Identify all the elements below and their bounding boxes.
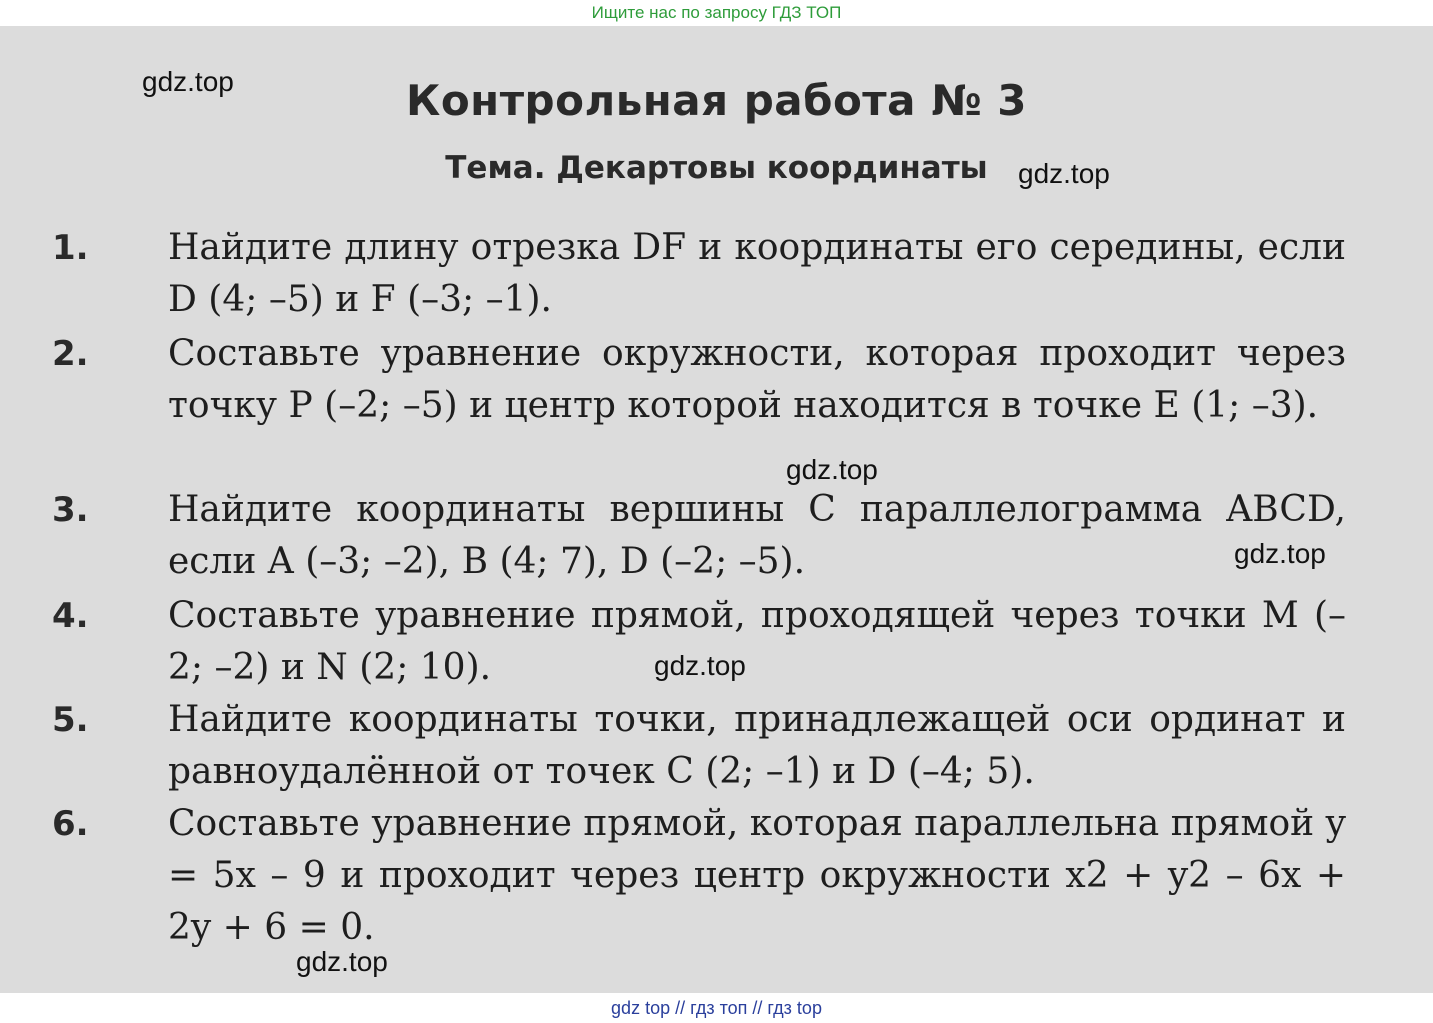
- problem-number: 2.: [52, 334, 89, 374]
- problem-number: 4.: [52, 596, 89, 636]
- problem-number: 1.: [52, 228, 89, 268]
- watermark: gdz.top: [1018, 158, 1110, 189]
- watermark: gdz.top: [1234, 538, 1326, 569]
- problem-text: Найдите длину отрезка DF и координаты его середины, если D (4; –5) и F (–3; –1).: [168, 227, 1346, 320]
- footer: gdz top // гдз топ // гдз top: [0, 993, 1433, 1023]
- problem-text: Найдите координаты точки, принадлежащей оси ординат и равноудалённой от точек C (2; –1) и D (–4; 5).: [168, 699, 1346, 792]
- problem-number: 3.: [52, 490, 89, 530]
- problem-text: Составьте уравнение окружности, которая проходит через точку P (–2; –5) и центр которой находится в точке E (1; –3).: [168, 333, 1346, 426]
- problem-number: 6.: [52, 804, 89, 844]
- problem-text: Составьте уравнение прямой, проходящей через точки M (–2; –2) и N (2; 10).: [168, 595, 1346, 688]
- page-title: Контрольная работа № 3: [405, 76, 1027, 125]
- page-subtitle: Тема. Декартовы координаты: [445, 150, 988, 186]
- problem-text: Найдите координаты вершины C параллелограмма ABCD, если A (–3; –2), B (4; 7), D (–2; –5).: [168, 489, 1346, 582]
- watermark: gdz.top: [786, 454, 878, 485]
- watermark: gdz.top: [654, 650, 746, 681]
- scanned-page: [0, 26, 1433, 993]
- top-banner: Ищите нас по запросу ГДЗ ТОП: [0, 0, 1433, 26]
- watermark: gdz.top: [296, 946, 388, 977]
- watermark: gdz.top: [142, 66, 234, 97]
- problem-number: 5.: [52, 700, 89, 740]
- problem-text: Составьте уравнение прямой, которая параллельна прямой y = 5x – 9 и проходит через центр окружности x2 + y2 – 6x + 2y + 6 = 0.: [168, 803, 1346, 948]
